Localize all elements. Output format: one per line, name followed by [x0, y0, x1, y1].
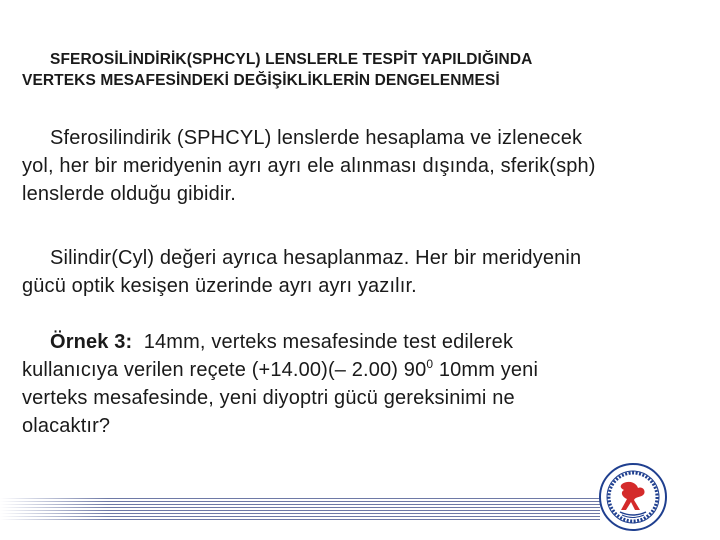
paragraph-2-line-2: gücü optik kesişen üzerinde ayrı ayrı yazılır. — [22, 275, 417, 297]
decorative-striped-band — [0, 498, 600, 520]
paragraph-1-line-3: lenslerde olduğu gibidir. — [22, 183, 236, 205]
slide-title — [22, 49, 702, 91]
example-label: Örnek 3: — [50, 331, 133, 353]
example-paragraph — [22, 328, 712, 440]
example-line-3: verteks mesafesinde, yeni diyoptri gücü gereksinimi ne — [22, 387, 515, 409]
example-line-4: olacaktır? — [22, 415, 111, 437]
university-seal-logo — [598, 462, 668, 532]
paragraph-2 — [22, 244, 712, 300]
example-line-1 — [22, 328, 712, 356]
example-line-2-end: 10mm yeni — [433, 359, 539, 381]
paragraph-1-line-2: yol, her bir meridyenin ayrı ayrı ele alınması dışında, sferik(sph) — [22, 155, 596, 177]
paragraph-1 — [22, 124, 712, 208]
example-line-1-text: 14mm, verteks mesafesinde test edilerek — [132, 331, 514, 353]
degree-superscript: 0 — [426, 357, 434, 371]
paragraph-1-line-1: Sferosilindirik (SPHCYL) lenslerde hesaplama ve izlenecek — [50, 127, 583, 149]
example-line-2 — [22, 356, 712, 384]
title-line-1: SFEROSİLİNDİRİK(SPHCYL) LENSLERLE TESPİT YAPILDIĞINDA — [50, 51, 533, 68]
example-line-2-text: kullanıcıya verilen reçete (+14.00)(– 2.00) 90 — [22, 359, 427, 381]
paragraph-2-line-1: Silindir(Cyl) değeri ayrıca hesaplanmaz. Her bir meridyenin — [50, 247, 582, 269]
title-line-2: VERTEKS MESAFESİNDEKİ DEĞİŞİKLİKLERİN DENGELENMESİ — [22, 72, 500, 89]
